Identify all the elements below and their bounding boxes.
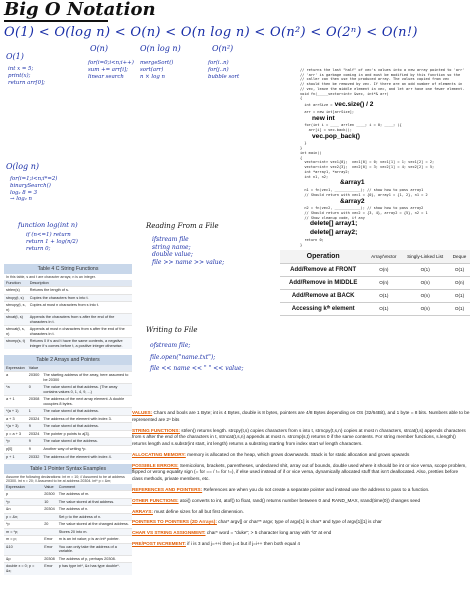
table-row: strncat(t, s, n) Appends at most n characters from s after the end of the characters in t.	[4, 326, 132, 338]
table-row: &10 Error You can only take the address of a variable.	[4, 543, 132, 555]
fill-array2: &array2	[340, 197, 365, 205]
code-line: // Show cleanup code, if any	[300, 215, 365, 220]
fill-new-int: new int	[312, 114, 335, 122]
note-pointers-to-pointers: POINTERS TO POINTERS (2D Arrays): char* argv[] or char** argv; type of argv[1] is char* and type of argv[1][1] is char	[132, 519, 382, 525]
function-title: function log(int n)	[18, 221, 78, 229]
ops-cell: O(1)	[366, 302, 401, 315]
reading-title: Reading From a File	[146, 222, 219, 230]
ops-label: Accessing kᵗʰ element	[280, 302, 366, 315]
code-line: {	[300, 155, 303, 160]
fill-delete1: delete[] array1;	[310, 220, 358, 228]
note-arrays: ARRAYS: must define sizes for all but first dimension.	[132, 508, 244, 514]
code-line: }	[300, 141, 307, 146]
ops-cell: O(1)	[449, 302, 470, 315]
fill-pop-back: vec.pop_back()	[312, 132, 361, 140]
on-notes: for(i=0;i<n;i++) sum += arr[i]; linear search	[88, 60, 134, 80]
code-line: return 0;	[300, 237, 324, 242]
on2-notes: for(i..n) for(j..n) bubble sort	[208, 60, 240, 80]
table-row: m = p; Error m is an int value; p is an int* pointer.	[4, 536, 132, 544]
notes-block	[132, 410, 470, 552]
fill-delete1-line	[300, 220, 470, 229]
table-row: *p 9 The value stored at the address.	[4, 438, 132, 446]
logn-title: O(log n)	[6, 162, 39, 171]
complexity-chain: O(1) < O(log n) < O(n) < O(n log n) < O(n²) < O(2ⁿ) < O(n!)	[4, 25, 418, 40]
code-block	[300, 68, 470, 247]
code-line: int arrSize = vec.size() / 2	[300, 101, 374, 109]
title-underline	[4, 20, 108, 22]
writing-title: Writing to File	[146, 326, 198, 334]
code-line: vector<int> vec2{3}; vec2[0] = 3; vec2[1] = 4; vec2[2] = 5;	[300, 165, 435, 170]
table-header: Function	[4, 280, 28, 287]
code-line: arr = new int[arrSize];	[300, 109, 355, 114]
code-line: }	[300, 146, 303, 151]
note-other-functions: OTHER FUNCTIONS: atoi() converts to int, atof() to float, rand() returns number between 0 and RAND_MAX, srand(time(0)) changes seed	[132, 497, 421, 503]
code-line: // returns the last "half" of vec's values into a new array pointed to 'arr'	[300, 68, 465, 72]
code-line: int main()	[300, 150, 322, 155]
on-title: O(n)	[90, 44, 108, 53]
table-row: p 20300 The address of m.	[4, 491, 132, 499]
ops-header: Array/Vector	[366, 250, 401, 263]
code-line: n1 = fn(vec1, ____________); // show how to pass array1	[300, 188, 424, 193]
ops-cell: O(n)	[366, 276, 401, 289]
fill-array1: &array1	[340, 179, 365, 187]
reading-notes: ifstream file string name; double value; file >> name >> value;	[152, 236, 225, 266]
table-row: a 20300 The starting address of the array, here assumed to be 20300	[4, 372, 132, 384]
fill-array1-line	[300, 179, 470, 188]
ops-cell: O(1)	[366, 289, 401, 302]
table-row	[280, 289, 470, 302]
on2-title: O(n²)	[212, 44, 234, 53]
arrays-pointers-table	[4, 355, 132, 460]
table-row: *p 10 The value stored at that address.	[4, 498, 132, 506]
table-row: p = &n; Set p to the address of n.	[4, 513, 132, 521]
ops-header: Operation	[280, 250, 366, 263]
table-row: *(a + 3) 9 The value stored at that address.	[4, 423, 132, 431]
table-header: Description	[28, 280, 132, 287]
ops-cell: O(1)	[449, 289, 470, 302]
table-row: p + 1 20332 The address of the element with index 4.	[4, 453, 132, 460]
code-line: // Should return with vec2 = {3, 4}, array2 = {5}, n2 = 1	[300, 210, 428, 215]
table-header: Value	[27, 365, 42, 372]
table-row: strncpy(t, s, n) Copies at most n characters from s into t.	[4, 302, 132, 314]
fill-delete2-line	[300, 229, 470, 238]
note-values: VALUES: Chars and bools are 1 Byte; int is 4 Bytes, double is 8 bytes, pointers are 4/8 Bytes depending on OS (32/64Bit), and 1 byte = 8 bits. Numbers able to be represented are 2ⁿ bits	[132, 410, 470, 422]
fill-pop-back-line	[300, 133, 470, 142]
pointer-syntax-table	[4, 464, 132, 575]
table-header: Expression	[6, 366, 25, 370]
ops-label: Add/Remove at BACK	[280, 289, 366, 302]
code-line: }	[300, 242, 303, 247]
fill-array2-line	[300, 198, 470, 207]
code-line: int n1, n2;	[300, 174, 329, 179]
page-title: Big O Notation	[4, 0, 156, 20]
ops-label: Add/Remove at FRONT	[280, 263, 366, 276]
table-header: Comment	[57, 484, 132, 491]
code-line: n2 = fn(vec2, ____________); // show how to pass array2	[300, 206, 424, 211]
code-line: int *array1, *array2;	[300, 169, 350, 174]
table-row	[280, 276, 470, 289]
table-row: p = a + 3 20324 The pointer p points to a[3].	[4, 430, 132, 438]
code-line: for(int i = ____ arrlen ____; i = 0; ____; ){	[300, 123, 402, 128]
table-row: strcpy(t, s) Copies the characters from s into t.	[4, 294, 132, 302]
ops-cell: O(1)	[401, 263, 449, 276]
table-row	[280, 263, 470, 276]
table-header: Expression	[4, 484, 42, 491]
code-line: // Should return with vec1 = {0}, array1 = {1, 2}, n1 = 2	[300, 192, 428, 197]
note-possible-errors: POSSIBLE ERRORS: Semicolons, brackets, parentheses, undeclared shit, array out of bounds, double used where it should be int or vice versa, scope problem, flipped or wrong equality sign (= for == / != for !=), if else used instead of if or vice versa, dynamically allocated stuff that isn't deallocated. Also, pretties before class methods, private members, etc.	[132, 462, 467, 481]
table-header: Value	[42, 484, 57, 491]
table-row: *p 20 The value stored at the changed address.	[4, 521, 132, 529]
note-pre-post-increment: PRE/POST INCREMENT: if i is 3 and j=++i then j=4 but if j=i++ then both equal 4	[132, 541, 300, 547]
table-row	[280, 302, 470, 315]
logn-notes: for(i=1;i<n;i*=2) binarySearch() log₂ 8 = 3 → log₂ n	[10, 176, 58, 203]
table-row: &p 20308 The address of p, perhaps 20308.	[4, 555, 132, 563]
ops-cell: O(n)	[401, 289, 449, 302]
table-row: *(a + 1) 1 The value stored at that address.	[4, 408, 132, 416]
table-row: a + 3 20324 The address of the element with index 3.	[4, 415, 132, 423]
table-row: p[0] 9 Another way of writing *p.	[4, 446, 132, 454]
ops-header: Deque	[449, 250, 470, 263]
writing-notes: ofstream file; file.open("name.txt"); file << name << " " << value;	[150, 342, 244, 372]
onlogn-title: O(n log n)	[140, 44, 181, 53]
code-line: arr[i] = vec.back();	[300, 128, 352, 133]
table-row: strcat(t, s) Appends the characters from s after the end of the characters in t.	[4, 314, 132, 326]
table-caption: Table 2 Arrays and Pointers	[4, 355, 132, 365]
fill-new-int-line	[300, 115, 470, 124]
table-row: double x = 0; p = &x; Error p has type int*, &x has type double*.	[4, 563, 132, 575]
code-line: // caller can then use the produced array. The values copied from vec	[300, 77, 450, 82]
note-references-pointers: REFERENCES AND POINTERS: References are when you do not create a separate pointer and instead use the address to pass to a function.	[132, 486, 430, 492]
table-row: a + 1 20308 The address of the next array element. A double occupies 8 bytes.	[4, 396, 132, 408]
code-line: // vec, leave the middle element in vec, and let arr have one fewer element.	[300, 86, 465, 91]
ops-cell: O(n)	[449, 276, 470, 289]
table-row: strcmp(s, t) Returns 0 if s and t have the same contents, a negative integer if s comes before t, a positive integer otherwise.	[4, 338, 132, 350]
code-line: // should then be removed by vec. If there are an odd number of elements in	[300, 82, 463, 87]
note-char-vs-string: CHAR VS STRING ASSIGNMENT: char* word = "duke"; > 5 character long array with '\0' at end	[132, 530, 332, 536]
table-caption: Table 1 Pointer Syntax Examples	[4, 464, 132, 474]
table-row: &n 20304 The address of n.	[4, 506, 132, 514]
code-line: void fn(_____vector<int> &vec, int*& arr)	[300, 91, 389, 96]
ops-label: Add/Remove in MIDDLE	[280, 276, 366, 289]
code-line: // 'arr' is garbage coming in and must be modified by this function so the	[300, 72, 461, 77]
note-string-functions: STRING FUNCTIONS: strlen() returns length. strcpy(t,s) copies characters from s into t, strncpy(t,s,n) copies at most n characters, strcat(t,s) appends characters from s after the end of the characters in t, strncat(t,s,n) appends at most n. strcmp(s,t) returns 0 if the same contents. For string member functions, s.length() returns length and s.substr(int start, int length) returns a substring starting from index start w/ length characters.	[132, 427, 466, 446]
ops-cell: O(1)	[449, 263, 470, 276]
o1-notes: int x = 5; print(x); return arr[0];	[8, 66, 45, 86]
table-row: m = *p; Stores 20 into m.	[4, 528, 132, 536]
operations-table	[280, 250, 470, 316]
function-notes: if (n<=1) return return 1 + log(n/2) return 0;	[26, 232, 78, 252]
ops-header: Singly-Linked List	[401, 250, 449, 263]
code-line: vector<int> vec1{0}; vec1[0] = 0; vec1[1] = 1; vec1[2] = 2;	[300, 160, 435, 165]
table-row: strlen(s) Returns the length of s.	[4, 287, 132, 295]
ops-cell: O(n)	[366, 263, 401, 276]
ops-cell: O(n)	[401, 302, 449, 315]
table-subtitle: In this table, s and t are character arrays; n is an integer.	[6, 275, 96, 279]
onlogn-notes: mergeSort() sort(arr) n × log n	[140, 60, 174, 80]
ops-cell: O(n)	[401, 276, 449, 289]
fill-vec-size: vec.size() / 2	[334, 101, 374, 109]
o1-title: O(1)	[6, 52, 24, 61]
table-subtitle: Assume the following declarations: int m = 10; // Assumed to be at address 20300. int n = 20; // Assumed to be at address 20304. int* p = &m;	[6, 475, 125, 483]
note-allocating-memory: ALLOCATING MEMORY: memory is allocated on the heap, which grows downwards. Stack is for static allocation and grows upwards	[132, 451, 410, 457]
fill-delete2: delete[] array2;	[310, 229, 358, 237]
code-line: {	[300, 96, 303, 101]
string-functions-table	[4, 264, 132, 349]
table-caption: Table 4 C String Functions	[4, 264, 132, 274]
table-row: *a 0 The value stored at that address. (The array contains values 0, 1, 4, 9, ...)	[4, 384, 132, 396]
